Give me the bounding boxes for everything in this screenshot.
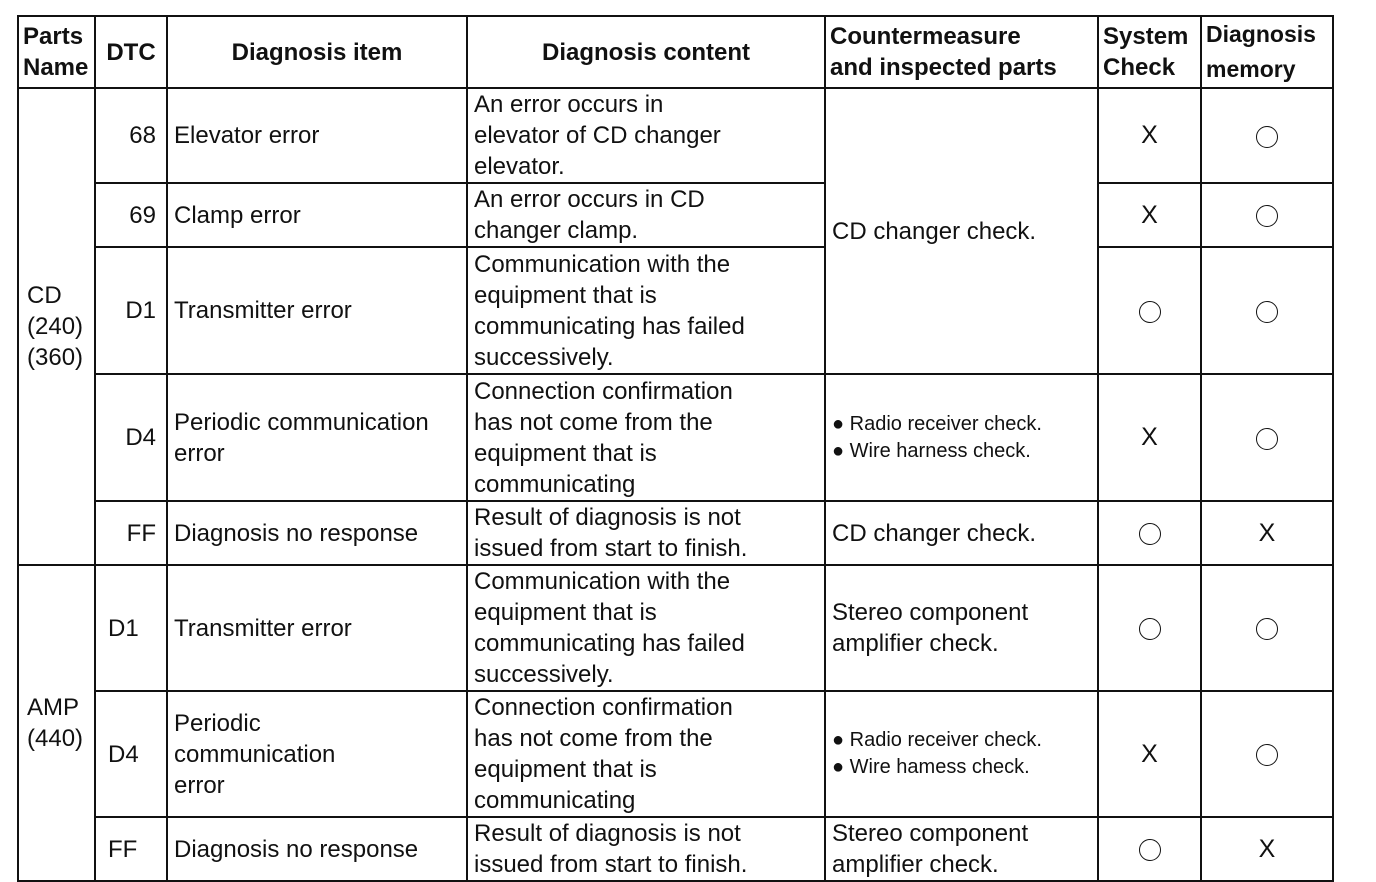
diagnosis-item-cell: Clamp error [167,183,467,247]
circle-mark-icon [1139,618,1161,640]
table-row [18,183,1333,247]
dtc-cell: 69 [95,183,167,247]
diagnosis-content-cell: An error occurs in elevator of CD changer elevator. [467,88,825,183]
dtc-cell: D4 [95,374,167,501]
circle-mark-icon [1256,744,1278,766]
table-row [18,691,1333,817]
diagnosis-content-cell: Result of diagnosis is not issued from start to finish. [467,817,825,881]
diagnosis-item-cell: Diagnosis no response [167,817,467,881]
diagnosis-memory-cell [1201,183,1333,247]
circle-mark-icon [1139,523,1161,545]
diagnosis-memory-cell: X [1201,501,1333,565]
countermeasure-cell: ● Radio receiver check. ● Wire harness check. [825,374,1098,501]
dtc-cell: D4 [95,691,167,817]
parts-group-cd: CD (240) (360) [18,88,95,565]
diagnosis-item-cell: Transmitter error [167,247,467,374]
dtc-cell: D1 [95,247,167,374]
countermeasure-cell: Stereo component amplifier check. [825,565,1098,691]
header-diagnosis-item: Diagnosis item [167,16,467,88]
circle-mark-icon [1256,428,1278,450]
diagnosis-memory-cell [1201,565,1333,691]
circle-mark-icon [1256,205,1278,227]
dtc-cell: FF [95,817,167,881]
system-check-cell: X [1098,183,1201,247]
system-check-cell [1098,501,1201,565]
countermeasure-cell-merged: CD changer check. [825,88,1098,374]
table-row [18,247,1333,374]
diagnosis-memory-cell [1201,691,1333,817]
diagnosis-content-cell: An error occurs in CD changer clamp. [467,183,825,247]
diagnosis-item-cell: Periodic communication error [167,691,467,817]
diagnosis-memory-cell [1201,88,1333,183]
header-row [18,16,1333,88]
table-row [18,88,1333,183]
circle-mark-icon [1139,839,1161,861]
circle-mark-icon [1256,126,1278,148]
system-check-cell: X [1098,374,1201,501]
header-system-check: System Check [1098,16,1201,88]
table-row [18,501,1333,565]
header-diagnosis-content: Diagnosis content [467,16,825,88]
diagnosis-content-cell: Result of diagnosis is not issued from start to finish. [467,501,825,565]
system-check-cell [1098,247,1201,374]
diagnosis-content-cell: Communication with the equipment that is communicating has failed successively. [467,247,825,374]
circle-mark-icon [1139,301,1161,323]
system-check-cell: X [1098,691,1201,817]
diagnosis-table [17,15,1334,882]
system-check-cell [1098,565,1201,691]
dtc-cell: D1 [95,565,167,691]
parts-group-amp: AMP (440) [18,565,95,881]
diagnosis-content-cell: Communication with the equipment that is communicating has failed successively. [467,565,825,691]
diagnosis-memory-cell [1201,247,1333,374]
countermeasure-cell: CD changer check. [825,501,1098,565]
table-row [18,565,1333,691]
system-check-cell: X [1098,88,1201,183]
table-row [18,374,1333,501]
table-row [18,817,1333,881]
dtc-cell: FF [95,501,167,565]
header-dtc: DTC [95,16,167,88]
diagnosis-memory-cell: X [1201,817,1333,881]
countermeasure-cell: Stereo component amplifier check. [825,817,1098,881]
dtc-cell: 68 [95,88,167,183]
countermeasure-cell: ● Radio receiver check. ● Wire hamess check. [825,691,1098,817]
header-diagnosis-memory: Diagnosis memory [1201,16,1333,88]
circle-mark-icon [1256,618,1278,640]
circle-mark-icon [1256,301,1278,323]
diagnosis-item-cell: Periodic communication error [167,374,467,501]
diagnosis-content-cell: Connection confirmation has not come from the equipment that is communicating [467,374,825,501]
header-parts-name: Parts Name [18,16,95,88]
diagnosis-item-cell: Elevator error [167,88,467,183]
system-check-cell [1098,817,1201,881]
diagnosis-content-cell: Connection confirmation has not come from the equipment that is communicating [467,691,825,817]
diagnosis-memory-cell [1201,374,1333,501]
diagnosis-item-cell: Transmitter error [167,565,467,691]
header-countermeasure: Countermeasure and inspected parts [825,16,1098,88]
diagnosis-item-cell: Diagnosis no response [167,501,467,565]
